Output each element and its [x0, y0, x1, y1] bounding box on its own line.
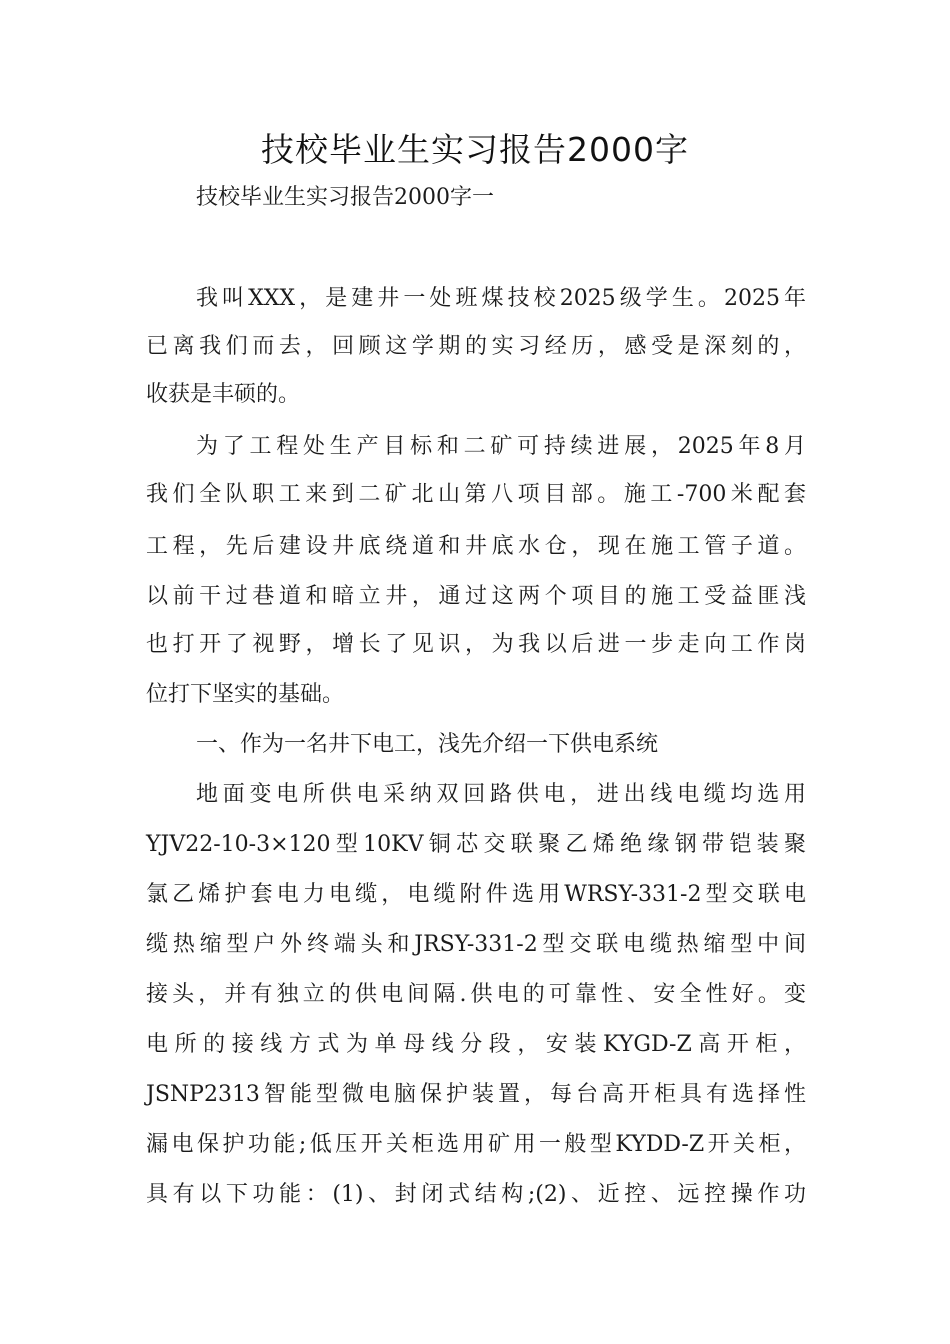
section-heading: 一、作为一名井下电工，浅先介绍一下供电系统 [196, 732, 659, 757]
paragraph-line: 以前干过巷道和暗立井，通过这两个项目的施工受益匪浅 [146, 584, 806, 609]
paragraph-line: 我们全队职工来到二矿北山第八项目部。施工-700米配套 [146, 482, 806, 507]
paragraph-line: 地面变电所供电采纳双回路供电，进出线电缆均选用 [196, 782, 806, 807]
paragraph-line: 漏电保护功能;低压开关柜选用矿用一般型KYDD-Z开关柜， [146, 1132, 806, 1157]
paragraph-line: 收获是丰硕的。 [146, 382, 301, 407]
document-title: 技校毕业生实习报告2000字 [261, 130, 689, 169]
paragraph-line: 工程，先后建设井底绕道和井底水仓，现在施工管子道。 [146, 534, 806, 559]
paragraph-line: 氯乙烯护套电力电缆，电缆附件选用WRSY-331-2型交联电 [146, 882, 806, 907]
paragraph-line: 我叫XXX，是建井一处班煤技校2025级学生。2025年 [196, 286, 806, 311]
paragraph-line: 已离我们而去，回顾这学期的实习经历，感受是深刻的， [146, 334, 806, 359]
paragraph-line: 也打开了视野，增长了见识，为我以后进一步走向工作岗 [146, 632, 806, 657]
paragraph-line: 位打下坚实的基础。 [146, 682, 345, 707]
paragraph-line: 电所的接线方式为单母线分段，安装KYGD-Z高开柜， [146, 1032, 806, 1057]
document-subtitle: 技校毕业生实习报告2000字一 [196, 185, 494, 210]
paragraph-line: 具有以下功能：(1)、封闭式结构;(2)、近控、远控操作功 [146, 1182, 806, 1207]
paragraph-line: 接头，并有独立的供电间隔.供电的可靠性、安全性好。变 [146, 982, 806, 1007]
paragraph-line: 为了工程处生产目标和二矿可持续进展，2025年8月 [196, 434, 806, 459]
paragraph-line: 缆热缩型户外终端头和JRSY-331-2型交联电缆热缩型中间 [146, 932, 806, 957]
paragraph-line: JSNP2313智能型微电脑保护装置，每台高开柜具有选择性 [146, 1082, 806, 1107]
paragraph-line: YJV22-10-3×120型10KV铜芯交联聚乙烯绝缘钢带铠装聚 [146, 832, 806, 857]
